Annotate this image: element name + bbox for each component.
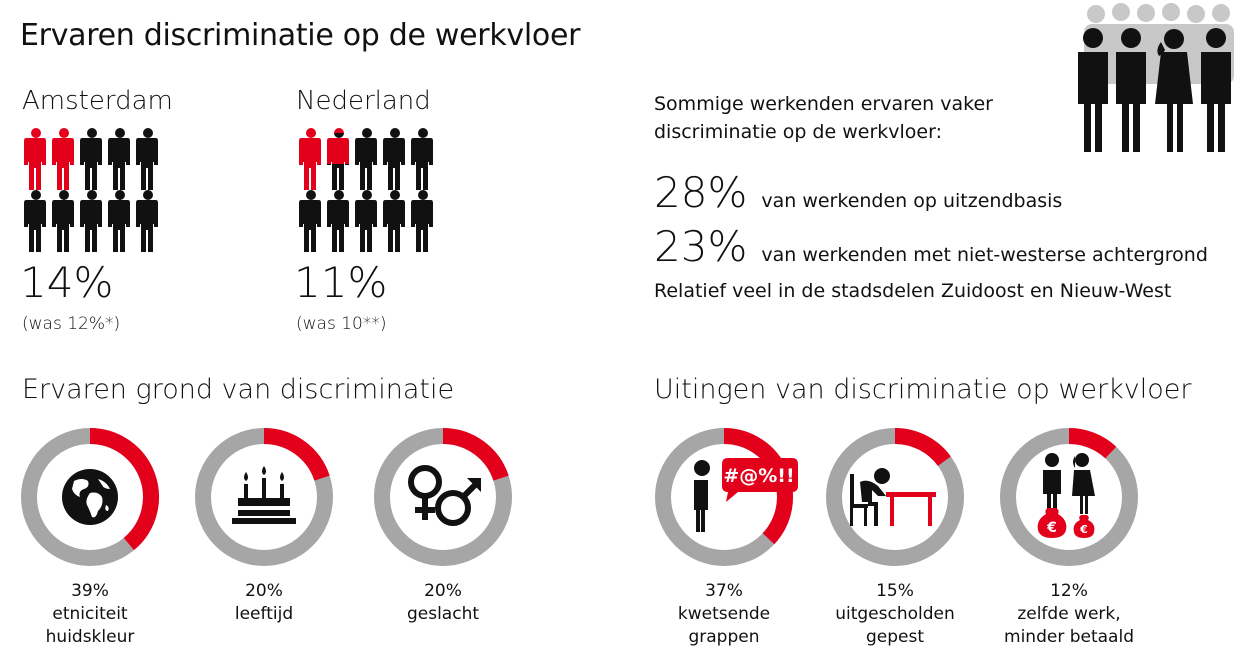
person-figure: [411, 128, 433, 190]
ground-caption-gender: [358, 580, 528, 626]
donut-slice-uitgescholden: [895, 436, 944, 461]
desk-person-icon: [846, 464, 938, 528]
caption-line: etniciteit: [52, 604, 128, 624]
caption-value: 20%: [245, 581, 283, 601]
person-figure: [80, 190, 102, 252]
caption-value: 39%: [71, 581, 109, 601]
caption-value: 20%: [424, 581, 462, 601]
caption-value: 15%: [876, 581, 914, 601]
group-stat-nonwestern: [654, 222, 1208, 271]
person-figure: [24, 128, 46, 190]
person-figure: [299, 128, 321, 190]
caption-line: huidskleur: [45, 627, 135, 647]
caption-line: kwetsende: [677, 604, 771, 624]
person-figure: [52, 190, 74, 252]
caption-line: uitgescholden: [835, 604, 955, 624]
group-stat-label: van werkenden op uitzendbasis: [761, 190, 1063, 212]
region-percent-nederland: 11%: [294, 258, 388, 307]
group-stat-label: van werkenden met niet-westerse achtergrond: [761, 244, 1208, 266]
gender-symbols-icon: [405, 464, 483, 528]
expression-caption-bullied: [810, 580, 980, 649]
group-stat-temp: [654, 168, 1062, 217]
person-figure: [24, 190, 46, 252]
groups-intro: Sommige werkenden ervaren vaker discriminatie op de werkvloer:: [654, 93, 993, 143]
person-figure: [136, 190, 158, 252]
pictogram-nederland: [297, 128, 437, 252]
speech-bubble-person-icon: [686, 452, 798, 532]
speech-bubble-text: #@%!!: [723, 465, 795, 487]
person-figure: [52, 128, 74, 190]
person-figure: [411, 190, 433, 252]
group-stat-value: 23%: [654, 222, 748, 271]
region-percent-amsterdam: 14%: [20, 258, 114, 307]
person-figure: [136, 128, 158, 190]
person-figure: [355, 128, 377, 190]
person-figure: [355, 190, 377, 252]
expression-caption-jokes: [639, 580, 809, 649]
person-figure: [299, 190, 321, 252]
region-name-amsterdam: Amsterdam: [22, 86, 173, 116]
page-title: Ervaren discriminatie op de werkvloer: [20, 18, 581, 53]
caption-line: leeftijd: [234, 604, 294, 624]
region-previous-nederland: (was 10**): [296, 314, 387, 334]
caption-line: grappen: [688, 627, 760, 647]
region-name-nederland: Nederland: [296, 86, 431, 116]
caption-value: 12%: [1050, 581, 1088, 601]
grounds-title: Ervaren grond van discriminatie: [22, 374, 455, 405]
group-stat-value: 28%: [654, 168, 748, 217]
crowd-icon: [1066, 2, 1242, 154]
ground-caption-ethnicity: [5, 580, 175, 649]
money-symbol: €: [1080, 523, 1088, 536]
person-figure: [383, 128, 405, 190]
caption-line: geslacht: [406, 604, 480, 624]
caption-line: minder betaald: [1004, 627, 1134, 647]
person-figure: [327, 190, 349, 252]
donut-slice-zelfdewerk: [1069, 436, 1111, 453]
expression-caption-pay: [984, 580, 1154, 649]
groups-note: Relatief veel in de stadsdelen Zuidoost en Nieuw-West: [654, 280, 1172, 302]
pictogram-amsterdam: [22, 128, 162, 252]
region-previous-amsterdam: (was 12%*): [22, 314, 121, 334]
caption-line: gepest: [865, 627, 925, 647]
money-symbol: €: [1047, 520, 1057, 536]
person-figure: [108, 128, 130, 190]
caption-value: 37%: [705, 581, 743, 601]
person-figure: [327, 128, 349, 190]
person-figure: [383, 190, 405, 252]
caption-line: zelfde werk,: [1017, 604, 1121, 624]
birthday-cake-icon: [232, 462, 296, 524]
person-figure: [108, 190, 130, 252]
person-figure: [80, 128, 102, 190]
expressions-title: Uitingen van discriminatie op werkvloer: [654, 374, 1192, 405]
ground-caption-age: [179, 580, 349, 626]
pay-gap-icon: [1034, 452, 1106, 540]
globe-icon: [60, 467, 120, 527]
